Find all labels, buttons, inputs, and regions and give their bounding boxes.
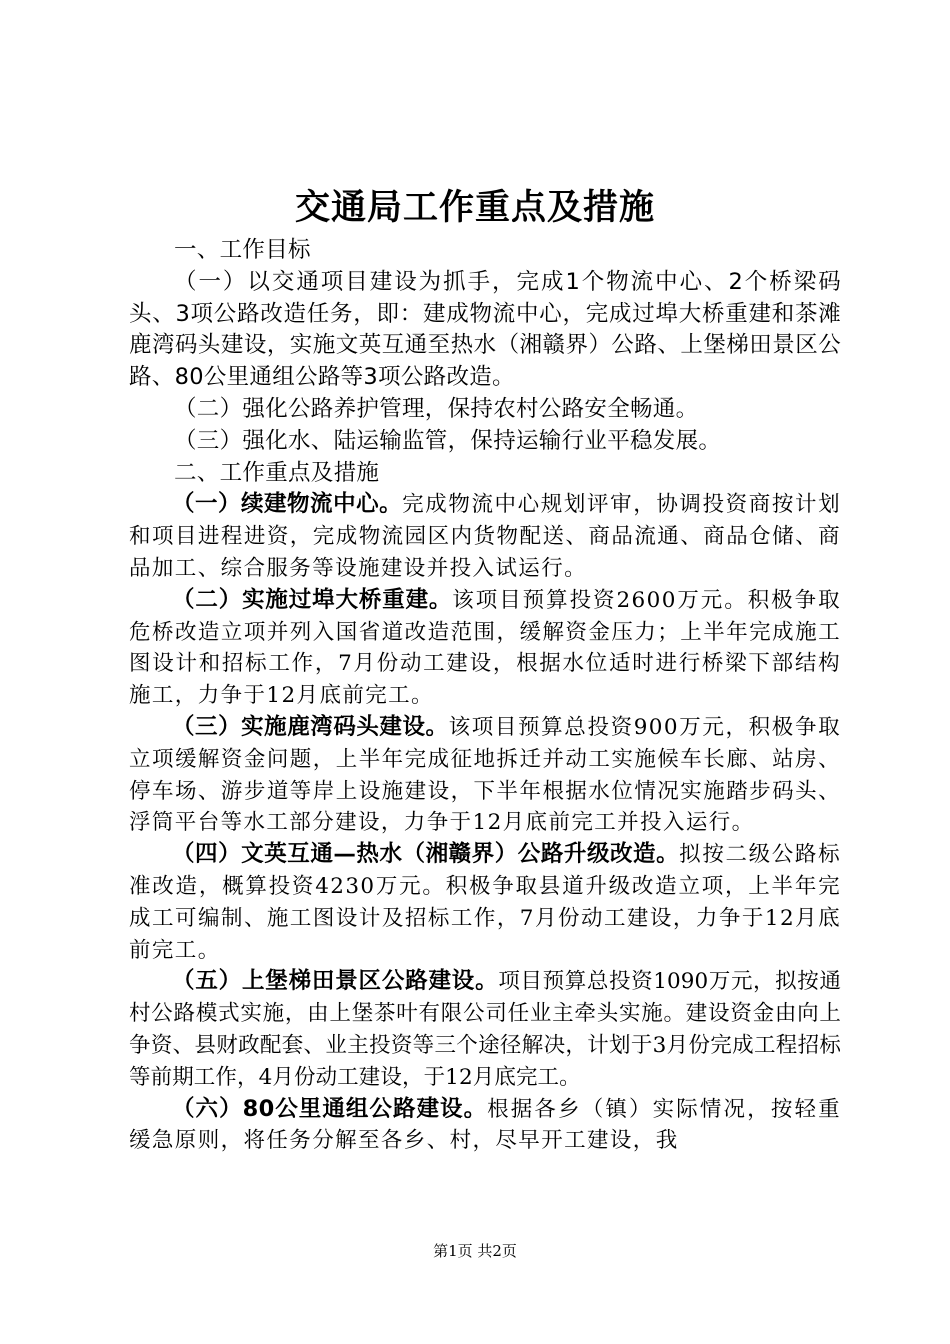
goal-paragraph: （二）强化公路养护管理，保持农村公路安全畅通。 [174, 395, 699, 422]
measure-lead: （一）续建物流中心。 [172, 491, 403, 518]
measure-paragraph [129, 585, 841, 712]
measure-paragraph [129, 489, 841, 584]
measure-lead: （四）文英互通—热水（湘赣界）公路升级改造。 [172, 841, 680, 868]
page-footer: 第1页 共2页 [433, 1242, 517, 1260]
measure-lead: （二）实施过埠大桥重建。 [172, 586, 453, 613]
measure-body: 该项目预算投资2600万元。积极争取危桥改造立项并列入国省道改造范围，缓解资金压力；上半年完成施工图设计和招标工作，7月份动工建设，根据水位适时进行桥梁下部结构施工，力争于12月底前完工。 [129, 587, 841, 709]
measure-lead: （六）80公里通组公路建设。 [172, 1095, 488, 1122]
measure-paragraph [129, 839, 841, 966]
document-title: 交通局工作重点及措施 [294, 188, 655, 228]
measure-body: 拟按二级公路标准改造，概算投资4230万元。积极争取县道升级改造立项，上半年完成工可编制、施工图设计及招标工作，7月份动工建设，力争于12月底前完工。 [129, 842, 841, 963]
measure-lead: （三）实施鹿湾码头建设。 [172, 713, 449, 740]
goal-paragraph: （一）以交通项目建设为抓手，完成1个物流中心、2个桥梁码头、3项公路改造任务，即：建成物流中心，完成过埠大桥重建和茶滩鹿湾码头建设，实施文英互通至热水（湘赣界）公路、上堡梯田景区公路、80公里通组公路等3项公路改造。 [129, 268, 841, 391]
section-heading-measures: 二、工作重点及措施 [174, 459, 380, 486]
measure-paragraph [129, 1094, 841, 1158]
measure-lead: （五）上堡梯田景区公路建设。 [172, 968, 499, 995]
measure-body: 完成物流中心规划评审，协调投资商按计划和项目进程进资，完成物流园区内货物配送、商品流通、商品仓储、商品加工、综合服务等设施建设并投入试运行。 [129, 492, 841, 581]
measure-body: 该项目预算总投资900万元，积极争取立项缓解资金问题，上半年完成征地拆迁并动工实施候车长廊、站房、停车场、游步道等岸上设施建设，下半年根据水位情况实施踏步码头、浮筒平台等水工部分建设，力争于12月底前完工并投入运行。 [129, 714, 841, 836]
measure-body: 根据各乡（镇）实际情况，按轻重缓急原则，将任务分解至各乡、村，尽早开工建设，我 [129, 1096, 841, 1154]
document-body [129, 235, 841, 1157]
goal-paragraph: （三）强化水、陆运输监管，保持运输行业平稳发展。 [174, 427, 722, 454]
measure-paragraph [129, 966, 841, 1093]
section-heading-goals: 一、工作目标 [174, 237, 311, 263]
measure-body: 项目预算总投资1090万元，拟按通村公路模式实施，由上堡茶叶有限公司任业主牵头实施。建设资金由向上争资、县财政配套、业主投资等三个途径解决，计划于3月份完成工程招标等前期工作，4月份动工建设，于12月底完工。 [129, 969, 842, 1090]
measure-paragraph [129, 712, 841, 839]
